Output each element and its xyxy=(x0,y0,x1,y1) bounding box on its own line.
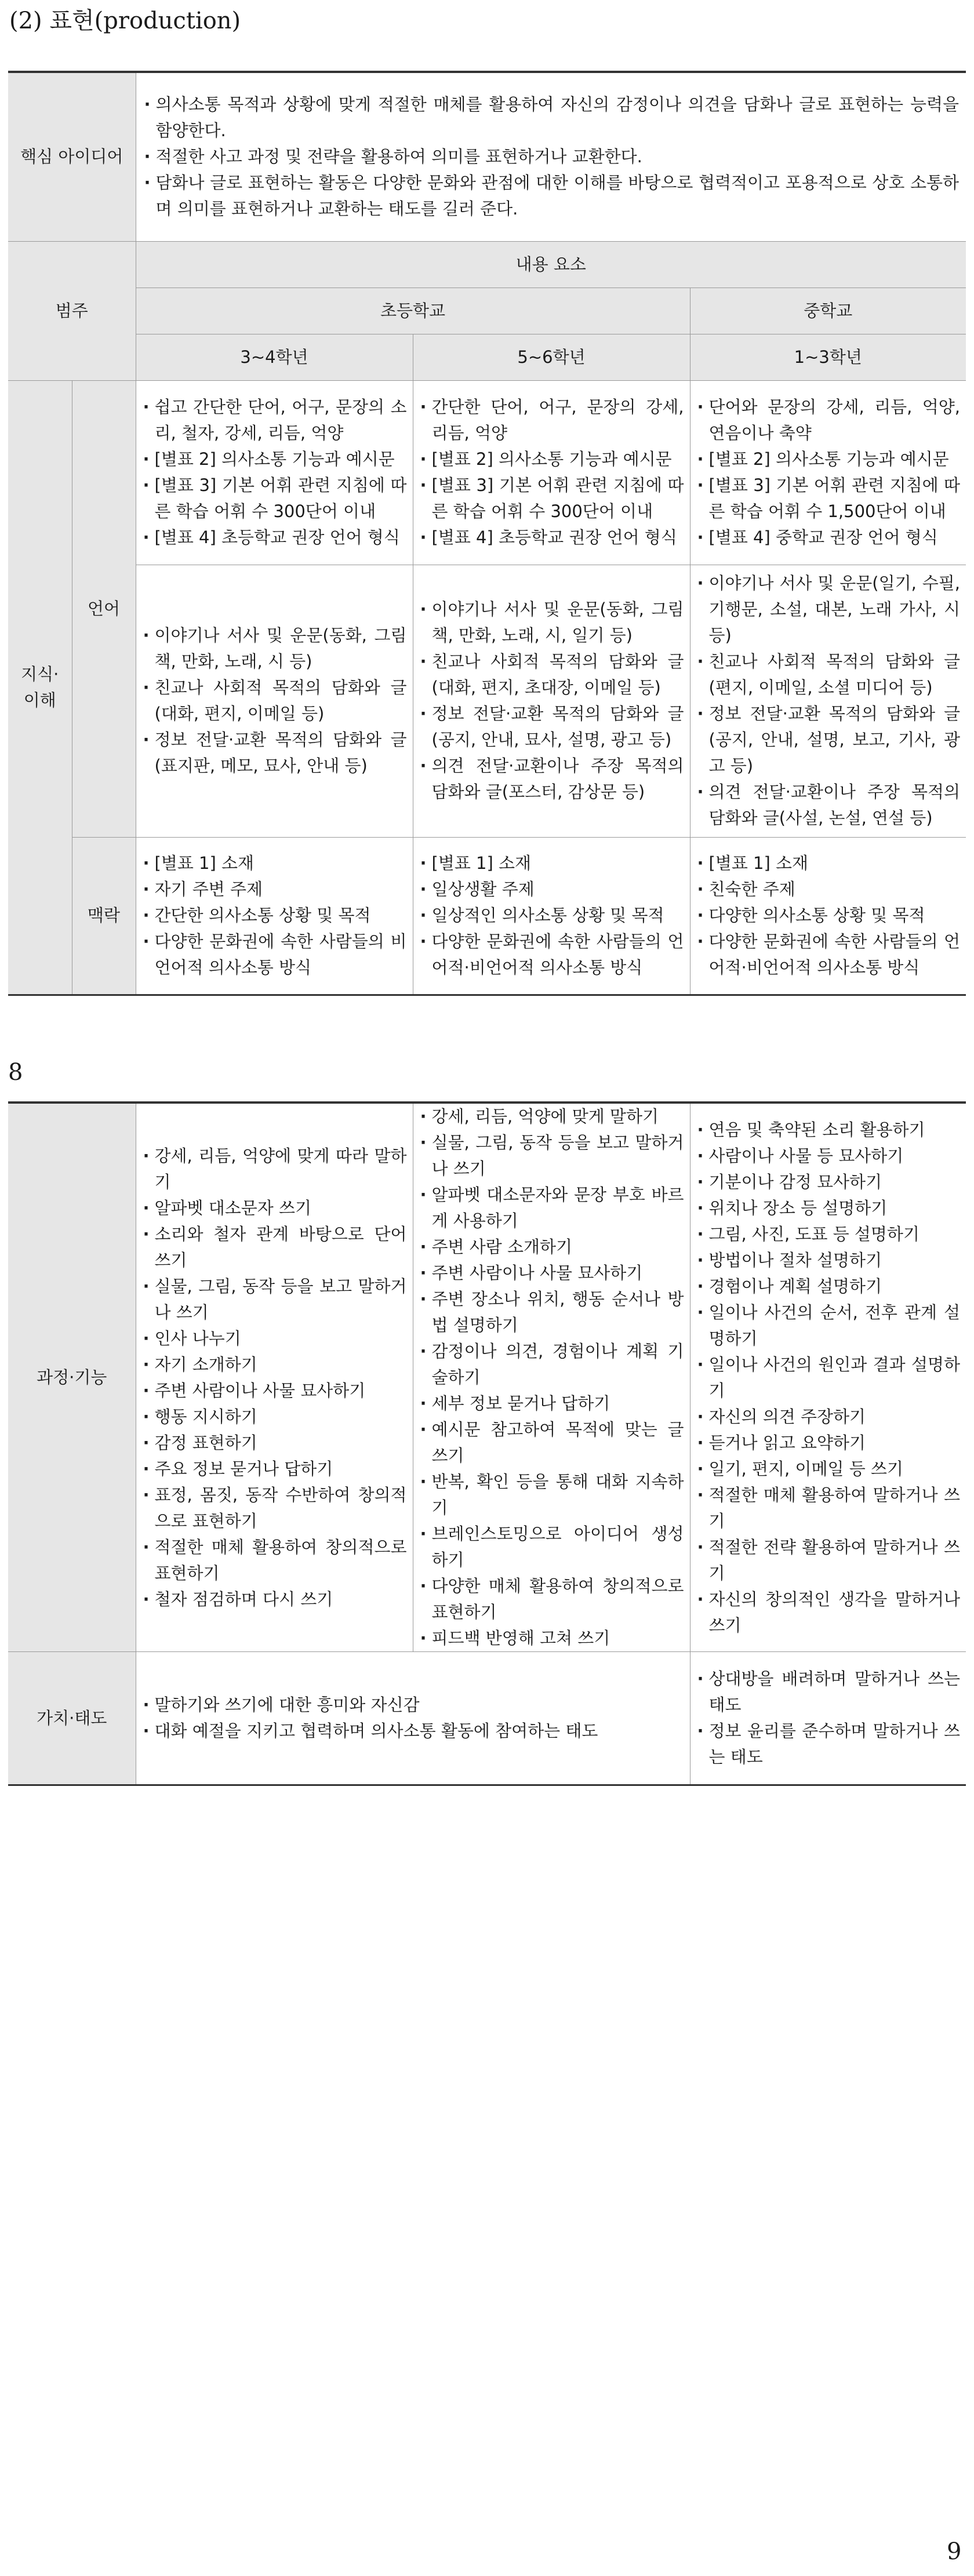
list-item: · 알파벳 대소문자 쓰기 xyxy=(142,1195,407,1221)
list-item: · 다양한 문화권에 속한 사람들의 언어적·비언어적 의사소통 방식 xyxy=(419,929,684,981)
language-discourse-g56-cell xyxy=(413,565,690,837)
list-item: · 일상생활 주제 xyxy=(419,876,684,903)
elementary-label: 초등학교 xyxy=(136,288,690,334)
language-row-2 xyxy=(8,565,966,837)
context-row xyxy=(8,837,966,995)
page-number: 9 xyxy=(947,2538,962,2565)
list-item: · 일기, 편지, 이메일 등 쓰기 xyxy=(696,1456,961,1482)
list-item: · 표정, 몸짓, 동작 수반하여 창의적으로 표현하기 xyxy=(142,1482,407,1534)
list-item: · 간단한 의사소통 상황 및 목적 xyxy=(142,903,407,929)
list-item: · 이야기나 서사 및 운문(일기, 수필, 기행문, 소설, 대본, 노래 가사, 시 등) xyxy=(696,570,961,649)
list-item: · 정보 전달·교환 목적의 담화와 글(공지, 안내, 설명, 보고, 기사, 광고 등) xyxy=(696,701,961,779)
list-item: · 친숙한 주제 xyxy=(696,876,961,903)
list-item: · 감정이나 의견, 경험이나 계획 기술하기 xyxy=(419,1338,684,1391)
list-item: · [별표 4] 초등학교 권장 언어 형식 xyxy=(419,525,684,551)
list-item: · 알파벳 대소문자와 문장 부호 바르게 사용하기 xyxy=(419,1182,684,1234)
list-item: · 자신의 창의적인 생각을 말하거나 쓰기 xyxy=(696,1587,961,1639)
list-item: · 의견 전달·교환이나 주장 목적의 담화와 글(포스터, 감상문 등) xyxy=(419,753,684,805)
grade-5-6-label: 5~6학년 xyxy=(413,334,690,380)
list-item: · 상대방을 배려하며 말하거나 쓰는 태도 xyxy=(696,1666,961,1718)
core-idea-label: 핵심 아이디어 xyxy=(8,72,136,241)
list-item: · 의사소통 목적과 상황에 맞게 적절한 매체를 활용하여 자신의 감정이나 의견을 담화나 글로 표현하는 능력을 함양한다. xyxy=(143,92,960,144)
list-item: · 사람이나 사물 등 묘사하기 xyxy=(696,1143,961,1169)
list-item: · 이야기나 서사 및 운문(동화, 그림책, 만화, 노래, 시, 일기 등) xyxy=(419,596,684,649)
list-item: · 담화나 글로 표현하는 활동은 다양한 문화와 관점에 대한 이해를 바탕으로 협력적이고 포용적으로 상호 소통하며 의미를 표현하거나 교환하는 태도를 길러 준다. xyxy=(143,170,960,222)
language-discourse-m13-cell xyxy=(690,565,966,837)
list-item: · [별표 4] 초등학교 권장 언어 형식 xyxy=(142,525,407,551)
category-label: 범주 xyxy=(8,241,136,380)
language-discourse-g34-cell xyxy=(136,565,413,837)
list-item: · 단어와 문장의 강세, 리듬, 억양, 연음이나 축약 xyxy=(696,394,961,446)
page-number: 8 xyxy=(8,1059,23,1086)
list-item: · 다양한 매체 활용하여 창의적으로 표현하기 xyxy=(419,1573,684,1625)
list-item: · 일상적인 의사소통 상황 및 목적 xyxy=(419,903,684,929)
list-item: · 친교나 사회적 목적의 담화와 글(대화, 편지, 이메일 등) xyxy=(142,675,407,727)
list-item: · 실물, 그림, 동작 등을 보고 말하거나 쓰기 xyxy=(142,1274,407,1326)
list-item: · 경험이나 계획 설명하기 xyxy=(696,1274,961,1300)
core-idea-cell xyxy=(136,72,966,241)
list-item: · 기분이나 감정 묘사하기 xyxy=(696,1169,961,1195)
context-g34-cell xyxy=(136,837,413,995)
language-g56-cell xyxy=(413,380,690,565)
list-item: · [별표 1] 소재 xyxy=(142,850,407,876)
list-item: · 행동 지시하기 xyxy=(142,1404,407,1430)
process-g56-cell xyxy=(413,1103,690,1652)
list-item: · 감정 표현하기 xyxy=(142,1430,407,1456)
list-item: · 친교나 사회적 목적의 담화와 글(대화, 편지, 초대장, 이메일 등) xyxy=(419,649,684,701)
list-item: · 말하기와 쓰기에 대한 흥미와 자신감 xyxy=(142,1692,684,1718)
list-item: · [별표 1] 소재 xyxy=(419,850,684,876)
list-item: · 강세, 리듬, 억양에 맞게 따라 말하기 xyxy=(142,1143,407,1195)
process-skills-label: 과정·기능 xyxy=(8,1103,136,1652)
content-table-knowledge xyxy=(8,71,966,996)
school-level-header-row xyxy=(8,288,966,334)
context-label: 맥락 xyxy=(72,837,136,995)
middle-school-label: 중학교 xyxy=(690,288,966,334)
grade-1-3-label: 1~3학년 xyxy=(690,334,966,380)
list-item: · 적절한 사고 과정 및 전략을 활용하여 의미를 표현하거나 교환한다. xyxy=(143,144,960,170)
list-item: · 인사 나누기 xyxy=(142,1326,407,1352)
list-item: · 친교나 사회적 목적의 담화와 글(편지, 이메일, 소셜 미디어 등) xyxy=(696,649,961,701)
language-g34-cell xyxy=(136,380,413,565)
list-item: · [별표 3] 기본 어휘 관련 지침에 따른 학습 어휘 수 300단어 이내 xyxy=(419,472,684,525)
context-m13-cell xyxy=(690,837,966,995)
list-item: · 정보 전달·교환 목적의 담화와 글(표지판, 메모, 묘사, 안내 등) xyxy=(142,727,407,779)
list-item: · 자기 소개하기 xyxy=(142,1352,407,1378)
list-item: · 반복, 확인 등을 통해 대화 지속하기 xyxy=(419,1469,684,1521)
list-item: · [별표 1] 소재 xyxy=(696,850,961,876)
content-elements-label: 내용 요소 xyxy=(136,241,966,288)
section-title: (2) 표현(production) xyxy=(9,8,241,34)
content-elements-header-row xyxy=(8,241,966,288)
list-item: · 듣거나 읽고 요약하기 xyxy=(696,1430,961,1456)
list-item: · 연음 및 축약된 소리 활용하기 xyxy=(696,1117,961,1143)
list-item: · 정보 윤리를 준수하며 말하거나 쓰는 태도 xyxy=(696,1718,961,1770)
list-item: · [별표 3] 기본 어휘 관련 지침에 따른 학습 어휘 수 1,500단어 이내 xyxy=(696,472,961,525)
list-item: · 대화 예절을 지키고 협력하며 의사소통 활동에 참여하는 태도 xyxy=(142,1718,684,1744)
list-item: · 다양한 문화권에 속한 사람들의 언어적·비언어적 의사소통 방식 xyxy=(696,929,961,981)
list-item: · 주변 장소나 위치, 행동 순서나 방법 설명하기 xyxy=(419,1286,684,1338)
list-item: · [별표 2] 의사소통 기능과 예시문 xyxy=(419,446,684,472)
list-item: · 다양한 문화권에 속한 사람들의 비언어적 의사소통 방식 xyxy=(142,929,407,981)
list-item: · 의견 전달·교환이나 주장 목적의 담화와 글(사설, 논설, 연설 등) xyxy=(696,779,961,831)
list-item: · 주요 정보 묻거나 답하기 xyxy=(142,1456,407,1482)
list-item: · 브레인스토밍으로 아이디어 생성하기 xyxy=(419,1521,684,1573)
list-item: · 자신의 의견 주장하기 xyxy=(696,1404,961,1430)
values-attitudes-label: 가치·태도 xyxy=(8,1652,136,1785)
list-item: · 주변 사람이나 사물 묘사하기 xyxy=(419,1260,684,1286)
process-skills-row xyxy=(8,1103,966,1652)
list-item: · 간단한 단어, 어구, 문장의 강세, 리듬, 억양 xyxy=(419,394,684,446)
list-item: · 소리와 철자 관계 바탕으로 단어 쓰기 xyxy=(142,1221,407,1274)
content-table-process xyxy=(8,1101,966,1786)
list-item: · 철자 점검하며 다시 쓰기 xyxy=(142,1587,407,1613)
list-item: · 정보 전달·교환 목적의 담화와 글(공지, 안내, 묘사, 설명, 광고 등) xyxy=(419,701,684,753)
list-item: · 실물, 그림, 동작 등을 보고 말하거나 쓰기 xyxy=(419,1130,684,1182)
list-item: · 세부 정보 묻거나 답하기 xyxy=(419,1391,684,1417)
list-item: · 예시문 참고하여 목적에 맞는 글 쓰기 xyxy=(419,1417,684,1469)
process-g34-cell xyxy=(136,1103,413,1652)
language-label: 언어 xyxy=(72,380,136,837)
list-item: · 적절한 매체 활용하여 말하거나 쓰기 xyxy=(696,1482,961,1534)
knowledge-understanding-label: 지식· 이해 xyxy=(8,380,72,995)
list-item: · [별표 2] 의사소통 기능과 예시문 xyxy=(696,446,961,472)
list-item: · 자기 주변 주제 xyxy=(142,876,407,903)
list-item: · 다양한 의사소통 상황 및 목적 xyxy=(696,903,961,929)
list-item: · 일이나 사건의 원인과 결과 설명하기 xyxy=(696,1352,961,1404)
list-item: · 피드백 반영해 고쳐 쓰기 xyxy=(419,1625,684,1651)
list-item: · 위치나 장소 등 설명하기 xyxy=(696,1195,961,1221)
core-idea-row xyxy=(8,72,966,241)
list-item: · [별표 3] 기본 어휘 관련 지침에 따른 학습 어휘 수 300단어 이내 xyxy=(142,472,407,525)
language-m13-cell xyxy=(690,380,966,565)
list-item: · 일이나 사건의 순서, 전후 관계 설명하기 xyxy=(696,1300,961,1352)
list-item: · 주변 사람 소개하기 xyxy=(419,1234,684,1260)
list-item: · 적절한 매체 활용하여 창의적으로 표현하기 xyxy=(142,1534,407,1587)
list-item: · [별표 2] 의사소통 기능과 예시문 xyxy=(142,446,407,472)
list-item: · [별표 4] 중학교 권장 언어 형식 xyxy=(696,525,961,551)
list-item: · 그림, 사진, 도표 등 설명하기 xyxy=(696,1221,961,1247)
core-idea-list xyxy=(143,92,960,222)
list-item: · 적절한 전략 활용하여 말하거나 쓰기 xyxy=(696,1534,961,1587)
list-item: · 이야기나 서사 및 운문(동화, 그림책, 만화, 노래, 시 등) xyxy=(142,623,407,675)
language-row-1 xyxy=(8,380,966,565)
grade-header-row xyxy=(8,334,966,380)
list-item: · 강세, 리듬, 억양에 맞게 말하기 xyxy=(419,1104,684,1130)
process-m13-cell xyxy=(690,1103,966,1652)
context-g56-cell xyxy=(413,837,690,995)
values-attitudes-row xyxy=(8,1652,966,1785)
list-item: · 주변 사람이나 사물 묘사하기 xyxy=(142,1378,407,1404)
list-item: · 방법이나 절차 설명하기 xyxy=(696,1247,961,1274)
values-m13-cell xyxy=(690,1652,966,1785)
list-item: · 쉽고 간단한 단어, 어구, 문장의 소리, 철자, 강세, 리듬, 억양 xyxy=(142,394,407,446)
grade-3-4-label: 3~4학년 xyxy=(136,334,413,380)
values-elementary-cell xyxy=(136,1652,690,1785)
